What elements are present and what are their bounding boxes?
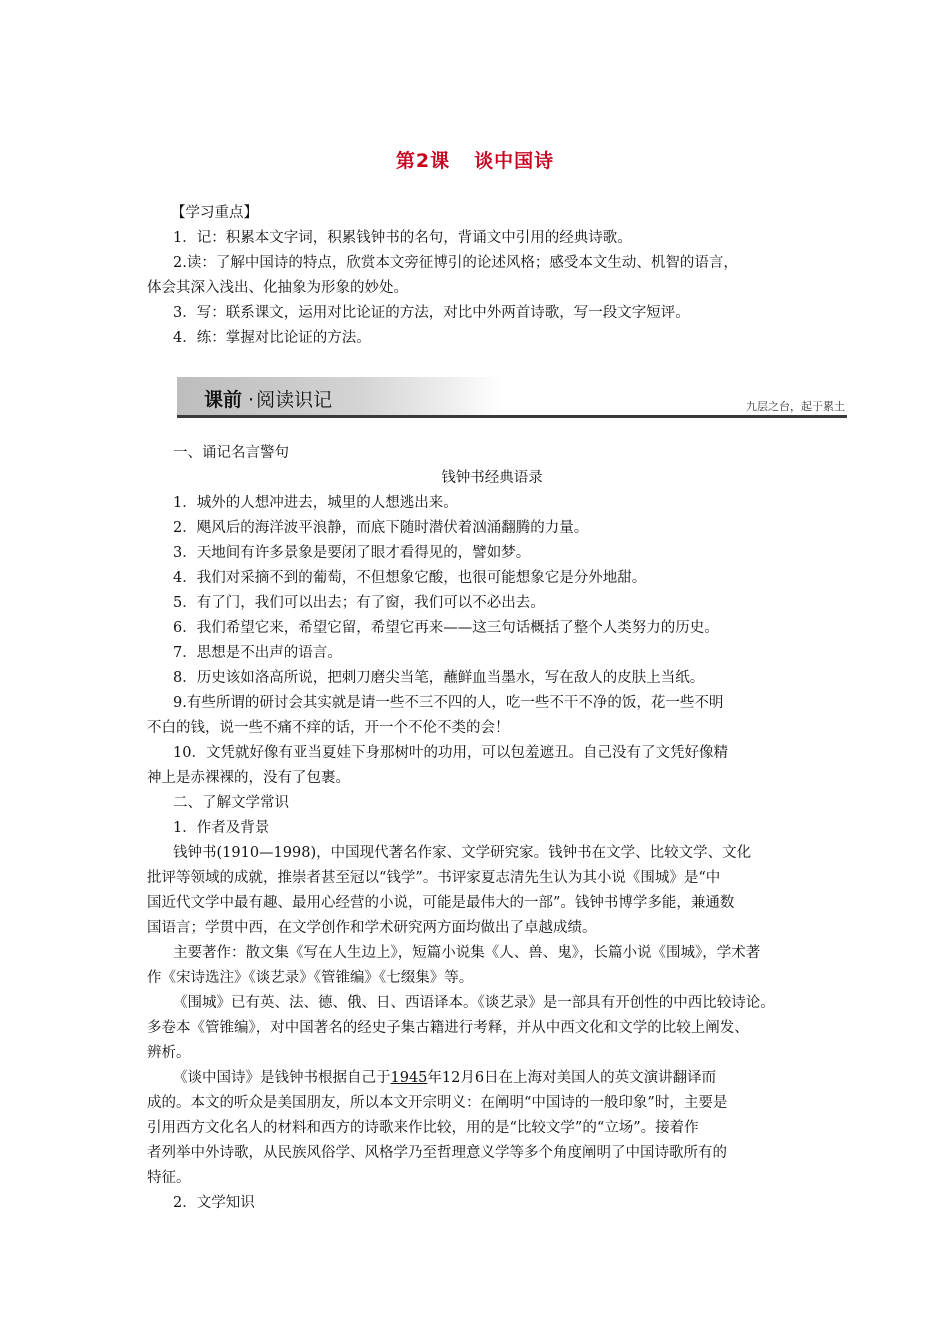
banner-main: 课前	[204, 389, 243, 411]
body-line: 国近代文学中最有趣、最用心经营的小说，可能是最伟大的一部”。钱钟书博学多能，兼通数	[147, 895, 735, 911]
banner-dot: ·	[248, 389, 255, 411]
body-line: 引用西方文化名人的材料和西方的诗歌来作比较，用的是“比较文学”的“立场”。接着作	[147, 1120, 699, 1136]
quote-line: 7．思想是不出声的语言。	[173, 645, 342, 661]
body-line: 钱钟书(1910—1998)，中国现代著名作家、文学研究家。钱钟书在文学、比较文学、文化	[173, 845, 752, 861]
banner-motto: 九层之台，起于累土	[746, 400, 845, 413]
focus-heading: 【学习重点】	[171, 205, 258, 221]
body-line: 国语言；学贯中西，在文学创作和学术研究两方面均做出了卓越成绩。	[147, 920, 597, 936]
quote-line: 3．天地间有许多景象是要闭了眼才看得见的，譬如梦。	[173, 545, 531, 561]
lesson-name: 谈中国诗	[474, 150, 555, 172]
body-line: 辨析。	[147, 1045, 191, 1061]
focus-item: 2.读：了解中国诗的特点，欣赏本文旁征博引的论述风格；感受本文生动、机智的语言，	[173, 255, 738, 271]
quote-line: 6．我们希望它来，希望它留，希望它再来——这三句话概括了整个人类努力的历史。	[173, 620, 719, 636]
banner-sub: 阅读识记	[256, 389, 333, 411]
section-quotes	[147, 441, 837, 1216]
subsection-heading: 1．作者及背景	[173, 820, 270, 836]
section-heading: 一、诵记名言警句	[173, 445, 289, 461]
body-text: 《谈中国诗》是钱钟书根据自己于	[173, 1070, 391, 1086]
body-line: 作《宋诗选注》《谈艺录》《管锥编》《七缀集》等。	[147, 970, 474, 986]
body-line: 主要著作：散文集《写在人生边上》，短篇小说集《人、兽、鬼》，长篇小说《围城》，学术著	[173, 945, 761, 961]
quote-line: 2．飓风后的海洋波平浪静，而底下随时潜伏着汹涌翻腾的力量。	[173, 520, 589, 536]
body-line: 批评等领域的成就，推崇者甚至冠以“钱学”。书评家夏志清先生认为其小说《围城》是“中	[147, 870, 721, 886]
body-line: 成的。本文的听众是美国朋友，所以本文开宗明义：在阐明“中国诗的一般印象”时，主要是	[147, 1095, 728, 1111]
quote-line: 8．历史该如洛高所说，把刺刀磨尖当笔，蘸鲜血当墨水，写在敌人的皮肤上当纸。	[173, 670, 705, 686]
lesson-number: 第2课	[395, 150, 451, 172]
subsection-heading: 2．文学知识	[173, 1195, 255, 1211]
body-line: 《围城》已有英、法、德、俄、日、西语译本。《谈艺录》是一部具有开创性的中西比较诗论。	[173, 995, 775, 1011]
learning-focus	[147, 201, 837, 351]
body-line: 者列举中外诗歌，从民族风俗学、风格学乃至哲理意义学等多个角度阐明了中国诗歌所有的	[147, 1145, 727, 1161]
quote-line: 10．文凭就好像有亚当夏娃下身那树叶的功用，可以包羞遮丑。自己没有了文凭好像精	[173, 745, 728, 761]
quote-line: 神上是赤裸裸的，没有了包裹。	[147, 770, 350, 786]
banner-title	[204, 385, 332, 412]
body-line: 特征。	[147, 1170, 191, 1186]
quote-line: 9.有些所谓的研讨会其实就是请一些不三不四的人，吃一些不干不净的饭，花一些不明	[173, 695, 724, 711]
focus-item: 1．记：积累本文字词，积累钱钟书的名句，背诵文中引用的经典诗歌。	[173, 230, 632, 246]
focus-item: 3．写：联系课文，运用对比论证的方法，对比中外两首诗歌，写一段文字短评。	[173, 305, 690, 321]
focus-item: 4．练：掌握对比论证的方法。	[173, 330, 371, 346]
lesson-title	[0, 146, 950, 173]
quote-line: 4．我们对采摘不到的葡萄，不但想象它酸，也很可能想象它是分外地甜。	[173, 570, 647, 586]
banner-rule	[177, 415, 847, 418]
year-underlined: 1945	[390, 1070, 428, 1086]
quote-line: 1．城外的人想冲进去，城里的人想逃出来。	[173, 495, 458, 511]
body-text: 年12月6日在上海对美国人的英文演讲翻译而	[427, 1070, 717, 1086]
section-banner	[177, 377, 847, 419]
quote-line: 5．有了门，我们可以出去；有了窗，我们可以不必出去。	[173, 595, 545, 611]
quotes-subtitle: 钱钟书经典语录	[441, 470, 543, 486]
section-heading: 二、了解文学常识	[173, 795, 289, 811]
quote-line: 不白的钱，说一些不痛不痒的话，开一个不伦不类的会！	[147, 720, 510, 736]
body-line	[147, 1066, 837, 1091]
focus-item: 体会其深入浅出、化抽象为形象的妙处。	[147, 280, 408, 296]
body-line: 多卷本《管锥编》，对中国著名的经史子集古籍进行考释，并从中西文化和文学的比较上阐发、	[147, 1020, 749, 1036]
